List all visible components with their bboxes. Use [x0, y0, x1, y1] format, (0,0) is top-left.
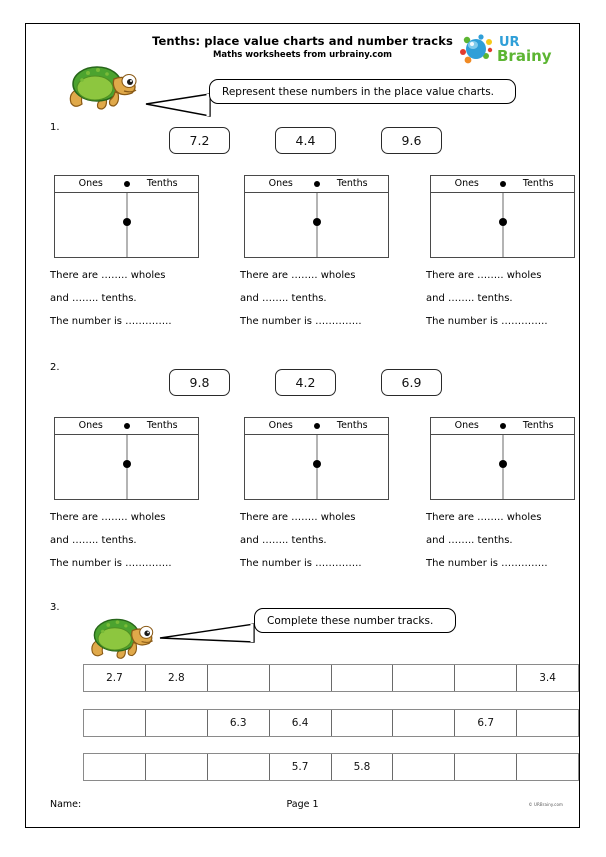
value-box-1-3: 9.6 [381, 127, 442, 154]
number-track-1 [83, 664, 579, 692]
section-number-3: 3. [50, 602, 60, 613]
page-title: Tenths: place value charts and number tracks [152, 34, 453, 48]
track-cell[interactable] [146, 710, 208, 736]
answer-line-number: The number is ………….. [240, 558, 362, 569]
section-number-2: 2. [50, 362, 60, 373]
instruction-bubble-2 [254, 608, 456, 633]
place-value-chart-1-1 [54, 175, 199, 258]
answer-line-number: The number is ………….. [426, 558, 548, 569]
worksheet-footer [26, 799, 579, 813]
decimal-point-dot-icon [313, 218, 321, 226]
answer-line-tenths: and …….. tenths. [240, 535, 327, 546]
track-cell[interactable] [84, 710, 146, 736]
track-cell[interactable] [517, 754, 578, 780]
ones-label: Ones [78, 420, 103, 431]
track-cell[interactable]: 6.7 [455, 710, 517, 736]
track-cell[interactable]: 5.8 [332, 754, 394, 780]
chart-header [55, 176, 198, 193]
number-track-2 [83, 709, 579, 737]
track-cell[interactable] [393, 665, 455, 691]
instruction-text-1: Represent these numbers in the place value charts. [222, 85, 495, 98]
chart-header [431, 418, 574, 435]
decimal-point-dot-icon [499, 460, 507, 468]
chart-body[interactable] [431, 193, 574, 257]
chart-body[interactable] [55, 435, 198, 499]
answer-line-number: The number is ………….. [240, 316, 362, 327]
turtle-mascot-top [62, 59, 148, 113]
answer-block-2-3 [426, 506, 591, 575]
track-cell[interactable]: 2.8 [146, 665, 208, 691]
ones-label: Ones [268, 178, 293, 189]
chart-body[interactable] [431, 435, 574, 499]
ones-label: Ones [78, 178, 103, 189]
track-cell[interactable]: 6.3 [208, 710, 270, 736]
chart-header [245, 418, 388, 435]
tenths-label: Tenths [522, 178, 554, 189]
answer-block-1-2 [240, 264, 405, 333]
track-cell[interactable] [332, 665, 394, 691]
worksheet-page [25, 23, 580, 828]
place-value-chart-1-2 [244, 175, 389, 258]
answer-line-tenths: and …….. tenths. [240, 293, 327, 304]
value-box-2-1: 9.8 [169, 369, 230, 396]
track-cell[interactable]: 2.7 [84, 665, 146, 691]
decimal-point-dot-icon [124, 181, 130, 187]
track-cell[interactable] [270, 665, 332, 691]
chart-header [431, 176, 574, 193]
answer-line-number: The number is ………….. [50, 316, 172, 327]
copyright-notice: © URBrainy.com [528, 802, 563, 807]
value-box-1-2: 4.4 [275, 127, 336, 154]
answer-line-wholes: There are …….. wholes [50, 270, 166, 281]
logo-text-top: UR [499, 35, 520, 50]
track-cell[interactable] [455, 665, 517, 691]
place-value-chart-2-2 [244, 417, 389, 500]
urbrainy-logo [459, 32, 567, 66]
track-cell[interactable]: 6.4 [270, 710, 332, 736]
track-cell[interactable] [393, 754, 455, 780]
instruction-text-2: Complete these number tracks. [267, 614, 434, 627]
answer-block-2-2 [240, 506, 405, 575]
tenths-label: Tenths [522, 420, 554, 431]
instruction-bubble-1 [209, 79, 516, 104]
value-box-2-3: 6.9 [381, 369, 442, 396]
place-value-chart-2-1 [54, 417, 199, 500]
track-cell[interactable] [455, 754, 517, 780]
decimal-point-dot-icon [314, 423, 320, 429]
answer-line-number: The number is ………….. [426, 316, 548, 327]
section-number-1: 1. [50, 122, 60, 133]
decimal-point-dot-icon [500, 423, 506, 429]
track-cell[interactable] [146, 754, 208, 780]
answer-line-wholes: There are …….. wholes [50, 512, 166, 523]
answer-line-wholes: There are …….. wholes [240, 270, 356, 281]
tenths-label: Tenths [146, 420, 178, 431]
chart-body[interactable] [245, 193, 388, 257]
answer-line-wholes: There are …….. wholes [240, 512, 356, 523]
chart-body[interactable] [55, 193, 198, 257]
track-cell[interactable]: 3.4 [539, 672, 556, 684]
speech-bubble-tail-1 [144, 86, 214, 120]
answer-line-number: The number is ………….. [50, 558, 172, 569]
turtle-mascot-bottom [84, 612, 164, 662]
tenths-label: Tenths [336, 420, 368, 431]
decimal-point-dot-icon [314, 181, 320, 187]
page-number: Page 1 [286, 799, 319, 810]
tenths-label: Tenths [146, 178, 178, 189]
value-box-1-1: 7.2 [169, 127, 230, 154]
track-cell[interactable] [332, 710, 394, 736]
ones-label: Ones [454, 178, 479, 189]
decimal-point-dot-icon [123, 460, 131, 468]
chart-header [55, 418, 198, 435]
answer-line-wholes: There are …….. wholes [426, 512, 542, 523]
logo-text-bottom: Brainy [497, 47, 552, 65]
ones-label: Ones [454, 420, 479, 431]
place-value-chart-1-3 [430, 175, 575, 258]
answer-block-1-1 [50, 264, 215, 333]
track-cell[interactable]: 5.7 [270, 754, 332, 780]
speech-bubble-tail-2 [158, 616, 258, 648]
value-box-2-2: 4.2 [275, 369, 336, 396]
tenths-label: Tenths [336, 178, 368, 189]
chart-header [245, 176, 388, 193]
name-label: Name: [50, 799, 82, 810]
globe-brain-icon [459, 32, 567, 66]
answer-line-tenths: and …….. tenths. [426, 535, 513, 546]
answer-line-tenths: and …….. tenths. [50, 535, 137, 546]
answer-line-tenths: and …….. tenths. [50, 293, 137, 304]
place-value-chart-2-3 [430, 417, 575, 500]
decimal-point-dot-icon [313, 460, 321, 468]
decimal-point-dot-icon [123, 218, 131, 226]
track-cell[interactable] [208, 665, 270, 691]
decimal-point-dot-icon [124, 423, 130, 429]
track-cell[interactable] [517, 710, 578, 736]
page-subtitle: Maths worksheets from urbrainy.com [212, 50, 393, 60]
answer-line-wholes: There are …….. wholes [426, 270, 542, 281]
number-track-3 [83, 753, 579, 781]
track-cell[interactable] [208, 754, 270, 780]
ones-label: Ones [268, 420, 293, 431]
decimal-point-dot-icon [500, 181, 506, 187]
answer-block-2-1 [50, 506, 215, 575]
decimal-point-dot-icon [499, 218, 507, 226]
answer-line-tenths: and …….. tenths. [426, 293, 513, 304]
answer-block-1-3 [426, 264, 591, 333]
track-cell[interactable] [393, 710, 455, 736]
track-cell[interactable] [84, 754, 146, 780]
chart-body[interactable] [245, 435, 388, 499]
